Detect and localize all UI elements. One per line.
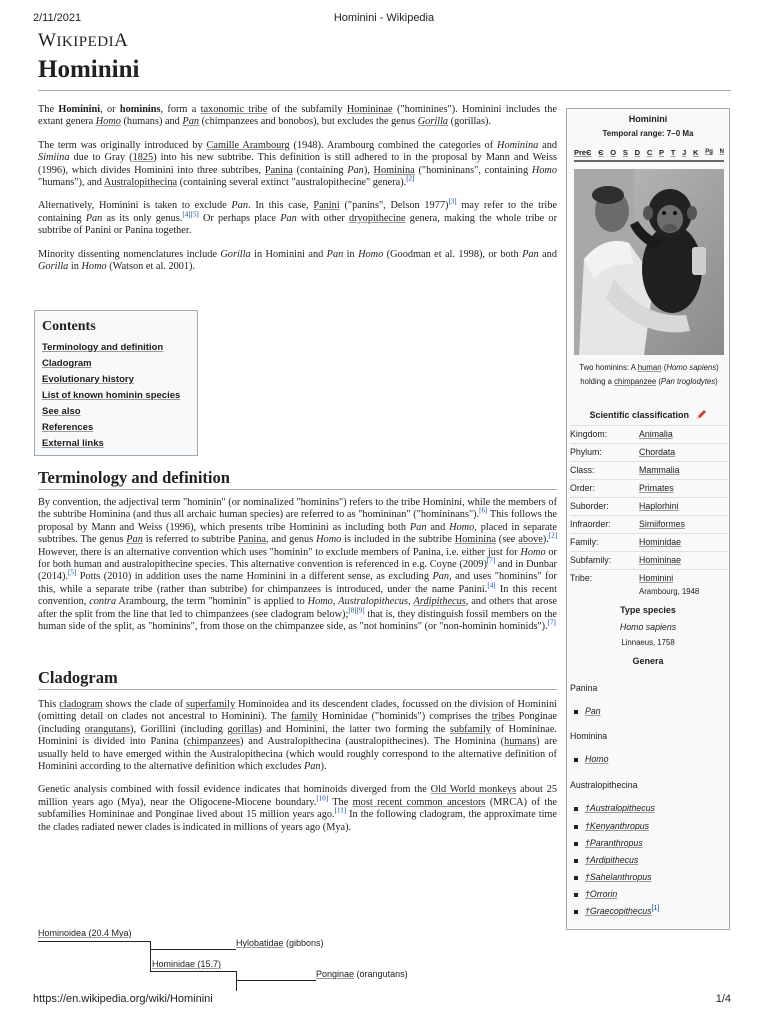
link-1825[interactable]: 1825 bbox=[132, 152, 154, 164]
link-panina-2[interactable]: Panina bbox=[237, 534, 266, 546]
lead-paragraph-4: Minority dissenting nomenclatures include Gorilla in Hominini and Pan in Homo (Goodman et al. 1998), or both Pan and Gorilla in Homo (Watson et al. 2001). bbox=[38, 248, 557, 273]
table-of-contents bbox=[34, 310, 198, 456]
link-humans[interactable]: humans bbox=[504, 736, 537, 748]
section-heading-cladogram: Cladogram bbox=[38, 668, 118, 687]
period-label[interactable]: C bbox=[646, 147, 653, 157]
toc-item[interactable]: Terminology and definition bbox=[42, 342, 164, 353]
cladogram-branch bbox=[150, 949, 236, 950]
cladogram-branch bbox=[150, 971, 236, 972]
link-homininae[interactable]: Homininae bbox=[346, 104, 393, 115]
link-dryopithecine[interactable]: dryopithecine bbox=[348, 212, 406, 224]
type-species-name: Homo sapiens bbox=[619, 622, 677, 632]
link-above[interactable]: above bbox=[518, 534, 543, 546]
period-label[interactable]: N bbox=[719, 149, 724, 155]
section-heading-terminology: Terminology and definition bbox=[38, 468, 230, 487]
toc-item[interactable]: External links bbox=[42, 438, 104, 449]
page-title: Hominini bbox=[38, 56, 140, 83]
terminology-section bbox=[38, 497, 557, 633]
link-gorillas[interactable]: gorillas bbox=[227, 723, 259, 735]
genera-header: Genera bbox=[568, 656, 728, 666]
print-date: 2/11/2021 bbox=[33, 12, 82, 24]
period-label[interactable]: Є bbox=[598, 147, 604, 157]
type-species-authority: Linnaeus, 1758 bbox=[621, 638, 675, 647]
genus-list-item: †Ardipithecus bbox=[574, 855, 638, 865]
classification-row: Subfamily: Homininae bbox=[570, 551, 728, 569]
clade-hominidae[interactable]: Hominidae (15.7) bbox=[152, 959, 222, 969]
link-chimpanzees[interactable]: chimpanzees bbox=[186, 736, 241, 748]
classification-row: Suborder: Haplorhini bbox=[570, 497, 728, 515]
link-ardipithecus[interactable]: Ardipithecus bbox=[413, 596, 466, 608]
period-label[interactable]: PreЄ bbox=[574, 147, 592, 157]
contents-title: Contents bbox=[42, 319, 96, 334]
period-label[interactable]: S bbox=[622, 147, 628, 157]
cladogram-branch bbox=[236, 980, 316, 981]
lead-paragraph-1: The Hominini, or hominins, form a taxonomic tribe of the subfamily Homininae ("hominines"). Hominini includes the extant genera Homo (humans) and Pan (chimpanzees and bonobos), but excludes the genus Gorilla (gorillas). bbox=[38, 104, 557, 128]
link-family[interactable]: family bbox=[290, 711, 318, 723]
link-tribes[interactable]: tribes bbox=[491, 711, 515, 723]
period-label[interactable]: Pg bbox=[705, 149, 713, 155]
lead-paragraph-2: The term was originally introduced by Camille Arambourg (1948). Arambourg combined the categories of Hominina and Simiina due to Gray (1825) into his new subtribe. This definition is still adhered to in the proposal by Mann and Weiss (1996), which divides Hominini into three subtribes, Panina (containing Pan), Hominina ("homininans", containing Homo "humans"), and Australopithecina (containing several extinct "australopithecine" genera).[2] bbox=[38, 139, 558, 189]
cladogram-branch bbox=[236, 971, 237, 991]
clade-hominoidea[interactable]: Hominoidea (20.4 Mya) bbox=[38, 928, 132, 938]
cladogram-branch bbox=[150, 941, 151, 971]
subtribe-hominina: Hominina bbox=[570, 731, 608, 741]
period-label[interactable]: D bbox=[634, 147, 641, 157]
classification-row: Order: Primates bbox=[570, 479, 728, 497]
link-hominina-2[interactable]: Hominina bbox=[454, 534, 496, 546]
link-subfamily[interactable]: subfamily bbox=[449, 723, 492, 735]
period-label[interactable]: P bbox=[658, 147, 664, 157]
terminology-paragraph: By convention, the adjectival term "hominin" (or nominalized "hominins") refers to the tribe Hominini, while the members of the subtribe Hominina (and thus all archaic human species) are referred to as "homininan" ("homininans").[6] This follows the proposal by Mann and Weiss (1996), which presents tribe Hominini as including both Pan and Homo, placed in separate subtribes. The genus Pan is referred to subtribe Panina, and genus Homo is included in the subtribe Hominina (see above).[2] However, there is an alternative convention which uses "hominin" to exclude members of Panina, i.e. either just for Homo or for both human and australopithecine species. This alternative convention is referenced in e.g. Coyne (2009)[7] and in Dunbar (2014).[5] Potts (2010) in addition uses the name Hominini in a different sense, as excluding Pan, and uses "hominins" for this, while a separate tribe (rather than subtribe) for chimpanzees is introduced, under the name Panini.[4] In this recent convention, contra Arambourg, the term "hominin" is applied to Homo, Australopithecus, Ardipithecus, and others that arose after the split from the line that led to chimpanzees (see cladogram below);[8][9] that is, they distinguish fossil members on the human side of the split, as "hominins", from those on the chimpanzee side, as "not hominins" (or "non-hominin hominids").[7] bbox=[38, 497, 558, 633]
photo-caption: Two hominins: A human (Homo sapiens) holding a chimpanzee (Pan troglodytes) bbox=[579, 363, 719, 386]
link-homo[interactable]: Homo bbox=[95, 116, 121, 128]
link-pan-2[interactable]: Pan bbox=[126, 534, 143, 546]
subtribe-australopithecina: Australopithecina bbox=[570, 780, 638, 790]
toc-item[interactable]: See also bbox=[42, 406, 81, 417]
scientific-classification-header: Scientific classification bbox=[568, 409, 728, 422]
print-tab-title: Hominini - Wikipedia bbox=[333, 12, 435, 24]
cladogram-branch bbox=[38, 941, 150, 942]
genus-list-item: †Australopithecus bbox=[574, 803, 655, 813]
genus-list-item: Homo bbox=[574, 754, 608, 764]
print-header bbox=[0, 12, 768, 32]
print-page-number: 1/4 bbox=[715, 993, 731, 1005]
link-old-world-monkeys[interactable]: Old World monkeys bbox=[430, 784, 517, 796]
clade-ponginae: Ponginae (orangutans) bbox=[316, 969, 408, 979]
period-label[interactable]: T bbox=[670, 147, 676, 157]
type-species-header: Type species bbox=[568, 605, 728, 615]
genus-list-item: Pan bbox=[574, 706, 601, 716]
period-label[interactable]: K bbox=[693, 147, 699, 157]
link-panini[interactable]: Panini bbox=[313, 200, 340, 212]
temporal-range: Temporal range: 7–0 Ma bbox=[602, 129, 694, 138]
toc-item[interactable]: Evolutionary history bbox=[42, 374, 134, 385]
wikipedia-wordmark[interactable]: WIKIPEDIA bbox=[38, 30, 129, 51]
section-divider bbox=[38, 489, 557, 490]
classification-row: Infraorder: Simiiformes bbox=[570, 515, 728, 533]
clade-hylobatidae: Hylobatidae (gibbons) bbox=[236, 938, 324, 948]
human-holding-chimpanzee-photo bbox=[574, 169, 724, 355]
toc-item[interactable]: References bbox=[42, 422, 94, 433]
link-australopithecina[interactable]: Australopithecina bbox=[103, 177, 178, 189]
cladogram-section bbox=[38, 699, 557, 834]
cladogram-paragraph-1: This cladogram shows the clade of superfamily Hominoidea and its descendent clades, focussed on the division of Hominini (omitting detail on clades not ancestral to Hominini). The family Hominidae ("hominids") comprises the tribes Ponginae (including orangutans), Gorillini (including gorillas) and Hominini, the latter two forming the subfamily of Homininae. Hominini is divided into Panina (chimpanzees) and Australopithecina (australopithecines). The Hominina (humans) are usually held to have emerged within the Australopithecina (which would roughly correspond to the alternative definition of Hominini according to the alternative definition which excludes Pan). bbox=[38, 699, 557, 773]
lead-section bbox=[38, 104, 557, 273]
period-label[interactable]: J bbox=[682, 147, 687, 157]
classification-row: Phylum: Chordata bbox=[570, 443, 728, 461]
lead-paragraph-3: Alternatively, Hominini is taken to exclude Pan. In this case, Panini ("panins", Delson 1977)[3] may refer to the tribe containing Pan as its only genus.[4][5] Or perhaps place Pan with other dryopithecine genera, making the whole tribe or subtribe of Panini or Panina together. bbox=[38, 198, 557, 237]
genus-list-item: †Paranthropus bbox=[574, 838, 643, 848]
edit-pencil-icon[interactable] bbox=[696, 409, 707, 422]
infobox-title: Hominini bbox=[628, 114, 668, 124]
cladogram-paragraph-2: Genetic analysis combined with fossil evidence indicates that hominoids diverged from the Old World monkeys about 25 million years ago (Mya), near the Oligocene-Miocene boundary.[10] The most recent common ancestors (MRCA) of the subfamilies Homininae and Ponginae lived about 15 million years ago.[11] In the following cladogram, the approximate time the clades radiated newer clades is indicated in millions of years ago (Mya). bbox=[38, 784, 558, 833]
toc-item[interactable]: List of known hominin species bbox=[42, 390, 181, 401]
classification-row: Tribe: Hominini Arambourg, 1948 bbox=[570, 569, 728, 601]
infobox bbox=[566, 108, 730, 930]
infobox-photo[interactable] bbox=[574, 169, 724, 355]
section-divider bbox=[38, 689, 557, 690]
subtribe-panina: Panina bbox=[570, 683, 598, 693]
link-gorilla[interactable]: Gorilla bbox=[417, 116, 449, 128]
genus-list-item: †Orrorin bbox=[574, 889, 617, 899]
link-mrca[interactable]: most recent common ancestors bbox=[352, 796, 486, 808]
link-cladogram[interactable]: cladogram bbox=[59, 699, 103, 710]
genus-list-item: †Graecopithecus[1] bbox=[574, 906, 659, 916]
period-label[interactable]: O bbox=[610, 147, 617, 157]
link-panina[interactable]: Panina bbox=[264, 164, 293, 176]
link-superfamily[interactable]: superfamily bbox=[185, 699, 236, 710]
link-taxonomic-tribe[interactable]: taxonomic tribe bbox=[200, 104, 268, 115]
link-orangutans[interactable]: orangutans bbox=[84, 723, 131, 735]
genus-list-item: †Sahelanthropus bbox=[574, 872, 652, 882]
link-hominina[interactable]: Hominina bbox=[373, 164, 415, 176]
title-divider bbox=[38, 90, 731, 91]
genus-list-item: †Kenyanthropus bbox=[574, 821, 649, 831]
classification-row: Family: Hominidae bbox=[570, 533, 728, 551]
classification-row: Kingdom: Animalia bbox=[570, 425, 728, 443]
link-pan[interactable]: Pan bbox=[182, 116, 199, 128]
print-footer bbox=[0, 993, 768, 1013]
print-url: https://en.wikipedia.org/wiki/Hominini bbox=[33, 993, 213, 1005]
toc-item[interactable]: Cladogram bbox=[42, 358, 92, 369]
classification-row: Class: Mammalia bbox=[570, 461, 728, 479]
geologic-period-bar bbox=[574, 144, 724, 162]
link-camille-arambourg[interactable]: Camille Arambourg bbox=[206, 139, 290, 151]
